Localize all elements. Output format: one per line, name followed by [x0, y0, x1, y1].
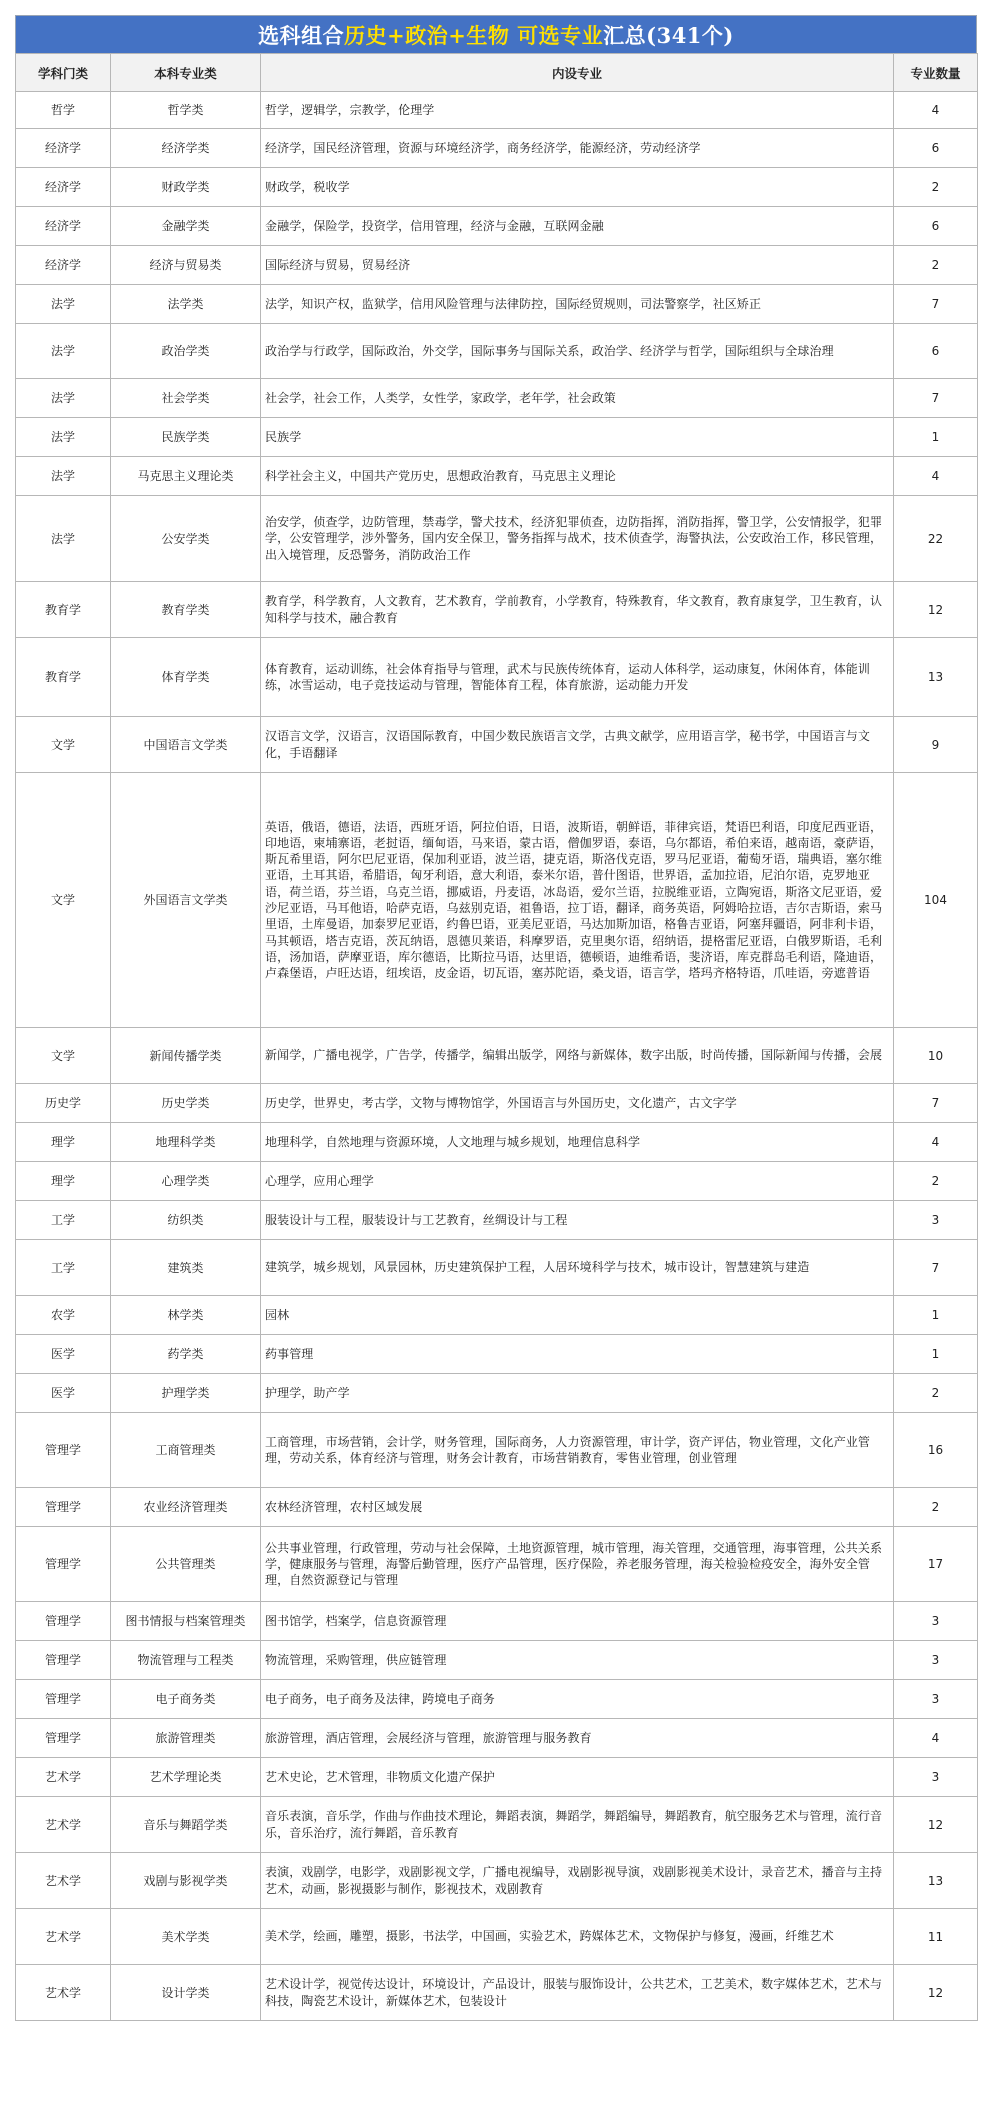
title-suffix: 汇总(341个): [603, 22, 734, 48]
row-majors: 国际经济与贸易，贸易经济: [261, 246, 894, 285]
row-category: 农学: [16, 1296, 111, 1335]
row-category: 法学: [16, 496, 111, 582]
row-count: 6: [894, 129, 978, 168]
row-majors: 心理学，应用心理学: [261, 1162, 894, 1201]
row-majors: 物流管理，采购管理，供应链管理: [261, 1641, 894, 1680]
table-row: [16, 1641, 978, 1680]
row-category: 管理学: [16, 1602, 111, 1641]
row-count: 7: [894, 1084, 978, 1123]
row-category: 管理学: [16, 1719, 111, 1758]
row-count: 2: [894, 246, 978, 285]
row-class: 设计学类: [111, 1965, 261, 2021]
header-category: 学科门类: [16, 54, 111, 92]
row-majors: 表演，戏剧学，电影学，戏剧影视文学，广播电视编导，戏剧影视导演，戏剧影视美术设计，录音艺术，播音与主持艺术，动画，影视摄影与制作，影视技术，戏剧教育: [261, 1853, 894, 1909]
row-majors: 治安学，侦查学，边防管理，禁毒学，警犬技术，经济犯罪侦查，边防指挥，消防指挥，警卫学，公安情报学，犯罪学，公安管理学，涉外警务，国内安全保卫，警务指挥与战术，技术侦查学，海警执法，公安政治工作，移民管理，出入境管理，反恐警务，消防政治工作: [261, 496, 894, 582]
row-category: 文学: [16, 717, 111, 773]
table-row: [16, 1162, 978, 1201]
row-count: 3: [894, 1758, 978, 1797]
table-row: [16, 1028, 978, 1084]
header-majors: 内设专业: [261, 54, 894, 92]
row-category: 法学: [16, 457, 111, 496]
table-row: [16, 129, 978, 168]
table-row: [16, 246, 978, 285]
table-row: [16, 1853, 978, 1909]
table-row: [16, 457, 978, 496]
row-class: 音乐与舞蹈学类: [111, 1797, 261, 1853]
row-majors: 金融学，保险学，投资学，信用管理，经济与金融，互联网金融: [261, 207, 894, 246]
table-row: [16, 285, 978, 324]
row-class: 法学类: [111, 285, 261, 324]
table-row: [16, 773, 978, 1028]
table-row: [16, 1797, 978, 1853]
row-class: 马克思主义理论类: [111, 457, 261, 496]
row-count: 9: [894, 717, 978, 773]
table-row: [16, 168, 978, 207]
row-class: 图书情报与档案管理类: [111, 1602, 261, 1641]
row-majors: 历史学，世界史，考古学，文物与博物馆学，外国语言与外国历史，文化遗产，古文字学: [261, 1084, 894, 1123]
row-count: 4: [894, 457, 978, 496]
row-count: 7: [894, 285, 978, 324]
row-class: 心理学类: [111, 1162, 261, 1201]
row-majors: 图书馆学，档案学，信息资源管理: [261, 1602, 894, 1641]
row-category: 管理学: [16, 1413, 111, 1488]
title-subject-combo: 历史+政治+生物: [344, 22, 510, 48]
row-class: 财政学类: [111, 168, 261, 207]
row-count: 4: [894, 1123, 978, 1162]
table-row: [16, 1909, 978, 1965]
row-count: 6: [894, 324, 978, 379]
row-class: 体育学类: [111, 638, 261, 717]
row-class: 经济与贸易类: [111, 246, 261, 285]
table-row: [16, 1240, 978, 1296]
header-class: 本科专业类: [111, 54, 261, 92]
row-category: 管理学: [16, 1680, 111, 1719]
row-count: 10: [894, 1028, 978, 1084]
row-class: 社会学类: [111, 379, 261, 418]
table-row: [16, 496, 978, 582]
row-count: 2: [894, 168, 978, 207]
row-majors: 美术学，绘画，雕塑，摄影，书法学，中国画，实验艺术，跨媒体艺术，文物保护与修复，漫画，纤维艺术: [261, 1909, 894, 1965]
row-category: 哲学: [16, 92, 111, 129]
row-majors: 药事管理: [261, 1335, 894, 1374]
row-majors: 社会学，社会工作，人类学，女性学，家政学，老年学，社会政策: [261, 379, 894, 418]
table-row: [16, 1296, 978, 1335]
row-category: 艺术学: [16, 1758, 111, 1797]
table-row: [16, 1719, 978, 1758]
table-row: [16, 717, 978, 773]
table-row: [16, 1374, 978, 1413]
table-row: [16, 1413, 978, 1488]
row-majors: 建筑学，城乡规划，风景园林，历史建筑保护工程，人居环境科学与技术，城市设计，智慧建筑与建造: [261, 1240, 894, 1296]
row-majors: 体育教育，运动训练，社会体育指导与管理，武术与民族传统体育，运动人体科学，运动康复，休闲体育，体能训练，冰雪运动，电子竞技运动与管理，智能体育工程，体育旅游，运动能力开发: [261, 638, 894, 717]
title-gap: [509, 22, 517, 47]
row-class: 金融学类: [111, 207, 261, 246]
row-majors: 农林经济管理，农村区域发展: [261, 1488, 894, 1527]
row-class: 外国语言文学类: [111, 773, 261, 1028]
row-class: 地理科学类: [111, 1123, 261, 1162]
row-category: 工学: [16, 1201, 111, 1240]
row-majors: 财政学，税收学: [261, 168, 894, 207]
table-row: [16, 1123, 978, 1162]
row-class: 农业经济管理类: [111, 1488, 261, 1527]
table-row: [16, 379, 978, 418]
table-row: [16, 1527, 978, 1602]
row-category: 医学: [16, 1374, 111, 1413]
header-count: 专业数量: [894, 54, 978, 92]
row-class: 工商管理类: [111, 1413, 261, 1488]
row-majors: 哲学，逻辑学，宗教学，伦理学: [261, 92, 894, 129]
row-class: 电子商务类: [111, 1680, 261, 1719]
table-row: [16, 1084, 978, 1123]
title-prefix: 选科组合: [258, 22, 345, 48]
row-class: 经济学类: [111, 129, 261, 168]
row-class: 历史学类: [111, 1084, 261, 1123]
row-majors: 电子商务，电子商务及法律，跨境电子商务: [261, 1680, 894, 1719]
row-majors: 护理学，助产学: [261, 1374, 894, 1413]
row-count: 3: [894, 1602, 978, 1641]
row-class: 教育学类: [111, 582, 261, 638]
row-class: 公共管理类: [111, 1527, 261, 1602]
row-majors: 新闻学，广播电视学，广告学，传播学，编辑出版学，网络与新媒体，数字出版，时尚传播，国际新闻与传播，会展: [261, 1028, 894, 1084]
row-class: 艺术学理论类: [111, 1758, 261, 1797]
row-count: 13: [894, 638, 978, 717]
row-category: 教育学: [16, 638, 111, 717]
row-class: 哲学类: [111, 92, 261, 129]
row-majors: 公共事业管理，行政管理，劳动与社会保障，土地资源管理，城市管理，海关管理，交通管理，海事管理，公共关系学，健康服务与管理，海警后勤管理，医疗产品管理，医疗保险，养老服务管理，海关检验检疫安全，海外安全管理，自然资源登记与管理: [261, 1527, 894, 1602]
row-count: 7: [894, 1240, 978, 1296]
row-category: 教育学: [16, 582, 111, 638]
table-row: [16, 207, 978, 246]
row-majors: 工商管理，市场营销，会计学，财务管理，国际商务，人力资源管理，审计学，资产评估，物业管理，文化产业管理，劳动关系，体育经济与管理，财务会计教育，市场营销教育，零售业管理，创业管理: [261, 1413, 894, 1488]
row-majors: 经济学，国民经济管理，资源与环境经济学，商务经济学，能源经济，劳动经济学: [261, 129, 894, 168]
row-majors: 法学，知识产权，监狱学，信用风险管理与法律防控，国际经贸规则，司法警察学，社区矫正: [261, 285, 894, 324]
row-category: 艺术学: [16, 1797, 111, 1853]
row-count: 12: [894, 582, 978, 638]
row-count: 104: [894, 773, 978, 1028]
row-count: 2: [894, 1162, 978, 1201]
row-count: 17: [894, 1527, 978, 1602]
row-class: 政治学类: [111, 324, 261, 379]
row-class: 林学类: [111, 1296, 261, 1335]
row-category: 法学: [16, 324, 111, 379]
table-row: [16, 418, 978, 457]
table-header-row: [16, 54, 978, 92]
row-class: 民族学类: [111, 418, 261, 457]
row-category: 经济学: [16, 129, 111, 168]
row-majors: 音乐表演，音乐学，作曲与作曲技术理论，舞蹈表演，舞蹈学，舞蹈编导，舞蹈教育，航空服务艺术与管理，流行音乐，音乐治疗，流行舞蹈，音乐教育: [261, 1797, 894, 1853]
row-count: 7: [894, 379, 978, 418]
row-majors: 艺术史论，艺术管理，非物质文化遗产保护: [261, 1758, 894, 1797]
row-category: 理学: [16, 1123, 111, 1162]
row-count: 16: [894, 1413, 978, 1488]
row-majors: 教育学，科学教育，人文教育，艺术教育，学前教育，小学教育，特殊教育，华文教育，教育康复学，卫生教育，认知科学与技术，融合教育: [261, 582, 894, 638]
row-class: 戏剧与影视学类: [111, 1853, 261, 1909]
row-count: 2: [894, 1488, 978, 1527]
row-category: 艺术学: [16, 1909, 111, 1965]
row-count: 1: [894, 1296, 978, 1335]
row-category: 管理学: [16, 1641, 111, 1680]
row-class: 建筑类: [111, 1240, 261, 1296]
table-row: [16, 1965, 978, 2021]
table-row: [16, 324, 978, 379]
row-count: 11: [894, 1909, 978, 1965]
row-category: 艺术学: [16, 1965, 111, 2021]
row-category: 法学: [16, 285, 111, 324]
row-majors: 园林: [261, 1296, 894, 1335]
row-class: 新闻传播学类: [111, 1028, 261, 1084]
row-majors: 政治学与行政学，国际政治，外交学，国际事务与国际关系，政治学、经济学与哲学，国际组织与全球治理: [261, 324, 894, 379]
row-count: 1: [894, 1335, 978, 1374]
row-category: 法学: [16, 418, 111, 457]
majors-table: [15, 53, 978, 2021]
row-count: 3: [894, 1641, 978, 1680]
row-count: 22: [894, 496, 978, 582]
row-count: 2: [894, 1374, 978, 1413]
row-count: 6: [894, 207, 978, 246]
row-majors: 旅游管理，酒店管理，会展经济与管理，旅游管理与服务教育: [261, 1719, 894, 1758]
row-category: 文学: [16, 1028, 111, 1084]
table-row: [16, 582, 978, 638]
row-category: 管理学: [16, 1527, 111, 1602]
table-row: [16, 1758, 978, 1797]
row-category: 工学: [16, 1240, 111, 1296]
row-class: 中国语言文学类: [111, 717, 261, 773]
row-count: 12: [894, 1965, 978, 2021]
row-count: 3: [894, 1680, 978, 1719]
row-count: 12: [894, 1797, 978, 1853]
table-row: [16, 1488, 978, 1527]
row-category: 经济学: [16, 246, 111, 285]
row-category: 理学: [16, 1162, 111, 1201]
row-class: 公安学类: [111, 496, 261, 582]
row-category: 医学: [16, 1335, 111, 1374]
row-category: 艺术学: [16, 1853, 111, 1909]
row-category: 文学: [16, 773, 111, 1028]
row-category: 管理学: [16, 1488, 111, 1527]
summary-sheet: [15, 15, 977, 2021]
row-majors: 艺术设计学，视觉传达设计，环境设计，产品设计，服装与服饰设计，公共艺术，工艺美术，数字媒体艺术，艺术与科技，陶瓷艺术设计，新媒体艺术，包装设计: [261, 1965, 894, 2021]
table-row: [16, 1335, 978, 1374]
row-majors: 民族学: [261, 418, 894, 457]
row-count: 13: [894, 1853, 978, 1909]
row-majors: 汉语言文学，汉语言，汉语国际教育，中国少数民族语言文学，古典文献学，应用语言学，秘书学，中国语言与文化，手语翻译: [261, 717, 894, 773]
row-count: 3: [894, 1201, 978, 1240]
row-class: 护理学类: [111, 1374, 261, 1413]
row-category: 经济学: [16, 207, 111, 246]
row-count: 4: [894, 1719, 978, 1758]
row-category: 历史学: [16, 1084, 111, 1123]
row-count: 1: [894, 418, 978, 457]
row-majors: 英语，俄语，德语，法语，西班牙语，阿拉伯语，日语，波斯语，朝鲜语，菲律宾语，梵语巴利语，印度尼西亚语，印地语，柬埔寨语，老挝语，缅甸语，马来语，蒙古语，僧伽罗语，泰语，乌尔都语，希伯来语，越南语，豪萨语，斯瓦希里语，阿尔巴尼亚语，保加利亚语，波兰语，捷克语，斯洛伐克语，罗马尼亚语，葡萄牙语，瑞典语，塞尔维亚语，土耳其语，希腊语，匈牙利语，意大利语，泰米尔语，普什图语，世界语，孟加拉语，尼泊尔语，克罗地亚语，荷兰语，芬兰语，乌克兰语，挪威语，丹麦语，冰岛语，爱尔兰语，拉脱维亚语，立陶宛语，斯洛文尼亚语，爱沙尼亚语，马耳他语，哈萨克语，乌兹别克语，祖鲁语，拉丁语，翻译，商务英语，阿姆哈拉语，吉尔吉斯语，索马里语，土库曼语，加泰罗尼亚语，约鲁巴语，亚美尼亚语，马达加斯加语，格鲁吉亚语，阿塞拜疆语，阿非利卡语，马其顿语，塔吉克语，茨瓦纳语，恩德贝莱语，科摩罗语，克里奥尔语，绍纳语，提格雷尼亚语，白俄罗斯语，毛利语，汤加语，萨摩亚语，库尔德语，比斯拉马语，达里语，德顿语，迪维希语，斐济语，库克群岛毛利语，隆迪语，卢森堡语，卢旺达语，纽埃语，皮金语，切瓦语，塞苏陀语，桑戈语，语言学，塔玛齐格特语，爪哇语，旁遮普语: [261, 773, 894, 1028]
title-optional-majors: 可选专业: [517, 22, 604, 48]
row-class: 药学类: [111, 1335, 261, 1374]
row-majors: 科学社会主义，中国共产党历史，思想政治教育，马克思主义理论: [261, 457, 894, 496]
row-class: 物流管理与工程类: [111, 1641, 261, 1680]
row-class: 纺织类: [111, 1201, 261, 1240]
table-row: [16, 1602, 978, 1641]
table-row: [16, 1680, 978, 1719]
row-category: 法学: [16, 379, 111, 418]
row-majors: 服装设计与工程，服装设计与工艺教育，丝绸设计与工程: [261, 1201, 894, 1240]
table-body: [16, 92, 978, 2021]
table-row: [16, 92, 978, 129]
row-majors: 地理科学，自然地理与资源环境，人文地理与城乡规划，地理信息科学: [261, 1123, 894, 1162]
row-count: 4: [894, 92, 978, 129]
row-class: 美术学类: [111, 1909, 261, 1965]
row-category: 经济学: [16, 168, 111, 207]
table-row: [16, 1201, 978, 1240]
page-title: [15, 15, 977, 53]
row-class: 旅游管理类: [111, 1719, 261, 1758]
table-row: [16, 638, 978, 717]
